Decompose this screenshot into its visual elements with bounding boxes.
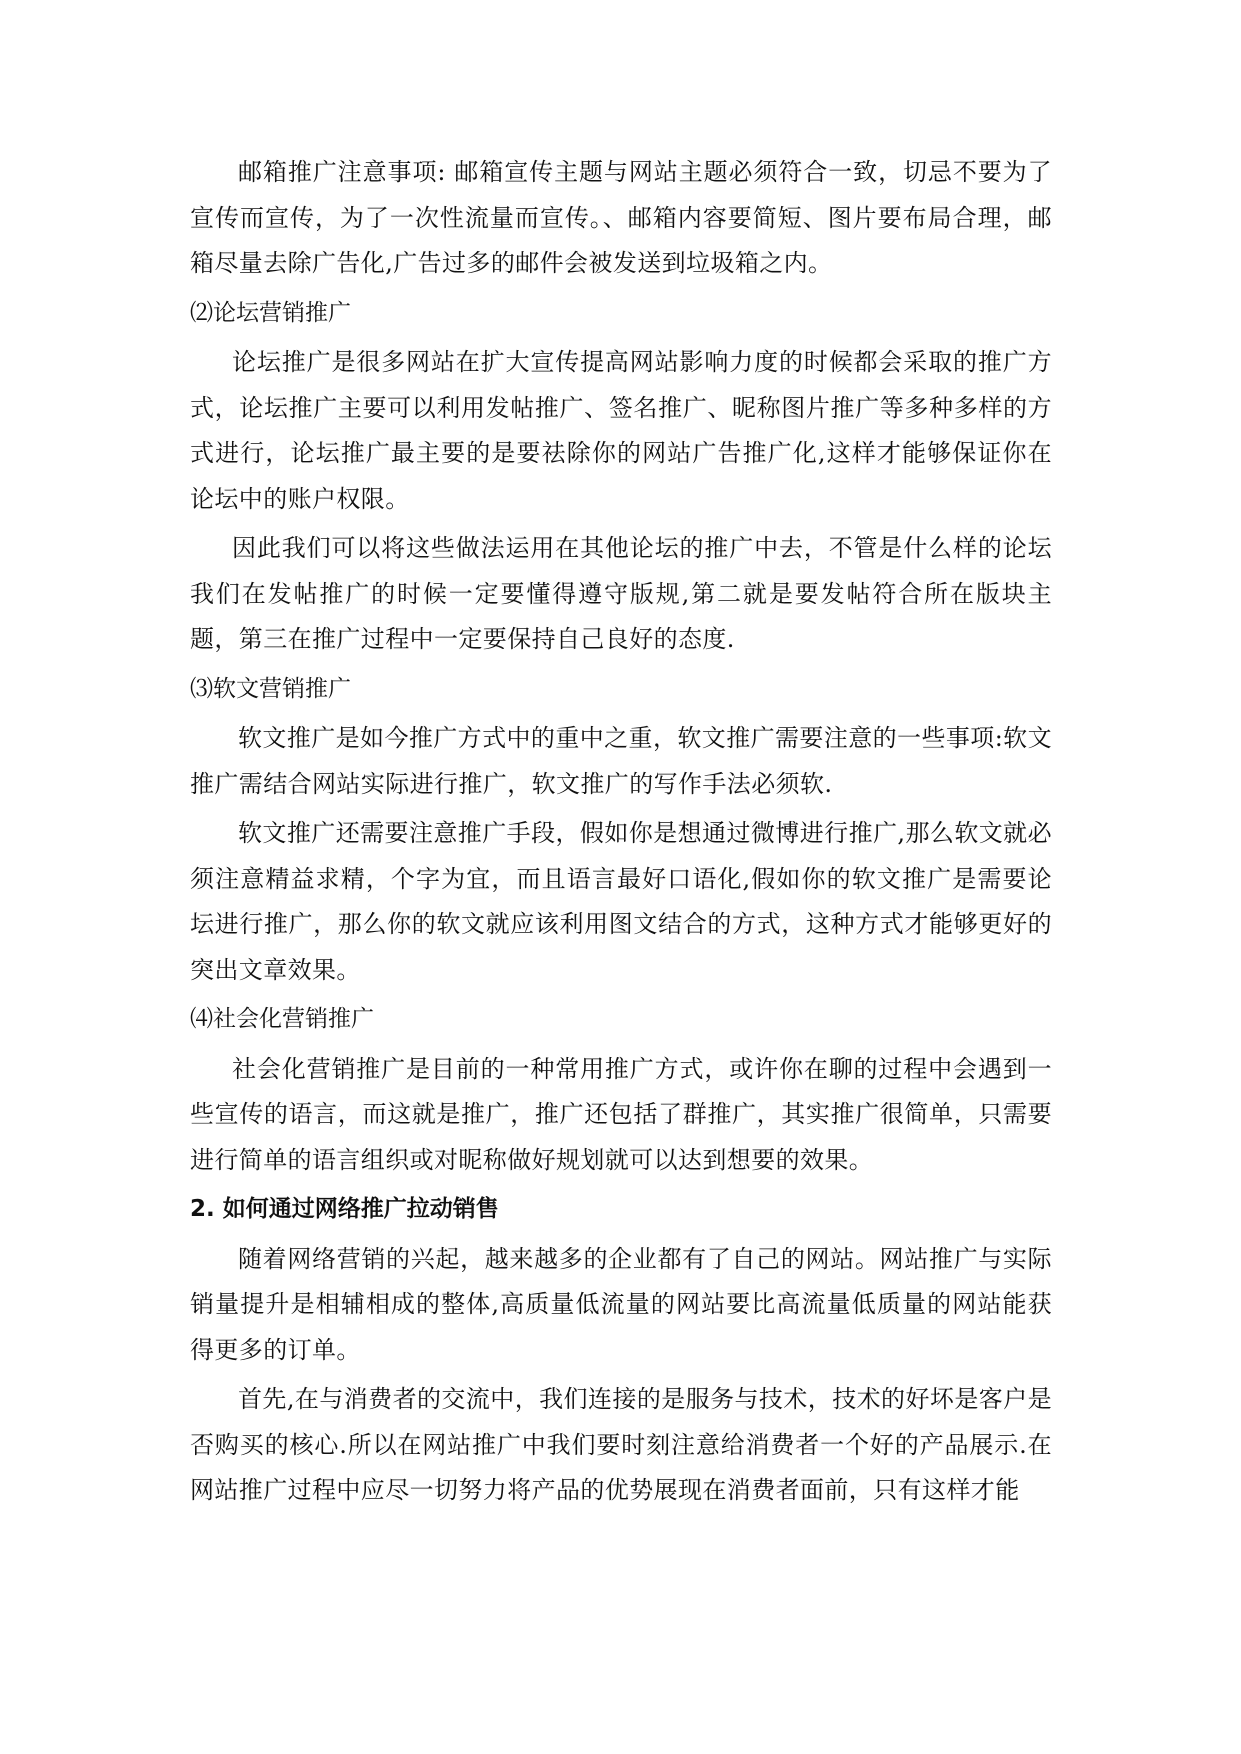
section-heading-sales: 2. 如何通过网络推广拉动销售 [190,1196,499,1222]
document-page [190,150,1052,1518]
subheading-soft-article-marketing: ⑶软文营销推广 [190,675,351,702]
subheading-forum-marketing: ⑵论坛营销推广 [190,299,351,326]
subheading-social-marketing: ⑷社会化营销推广 [190,1006,374,1032]
paragraph-social-marketing: 社会化营销推广是目前的一种常用推广方式，或许你在聊的过程中会遇到一些宣传的语言，而这就是推广，推广还包括了群推广，其实推广很简单，只需要进行简单的语言组织或对昵称做好规划就可以达到想要的效果。 [190,1054,1052,1174]
paragraph-customer-communication: 首先,在与消费者的交流中，我们连接的是服务与技术，技术的好坏是客户是否购买的核心.所以在网站推广中我们要时刻注意给消费者一个好的产品展示.在网站推广过程中应尽一切努力将产品的优势展现在消费者面前，只有这样才能 [190,1385,1052,1504]
paragraph-forum-promotion: 论坛推广是很多网站在扩大宣传提高网站影响力度的时候都会采取的推广方式，论坛推广主要可以利用发帖推广、签名推广、昵称图片推广等多种多样的方式进行，论坛推广最主要的是要祛除你的网站广告推广化,这样才能够保证你在论坛中的账户权限。 [190,348,1052,513]
paragraph-forum-rules: 因此我们可以将这些做法运用在其他论坛的推广中去，不管是什么样的论坛我们在发帖推广的时候一定要懂得遵守版规,第二就是要发帖符合所在版块主题，第三在推广过程中一定要保持自己良好的态度. [190,534,1052,653]
paragraph-soft-article-intro: 软文推广是如今推广方式中的重中之重，软文推广需要注意的一些事项:软文推广需结合网站实际进行推广，软文推广的写作手法必须软. [190,724,1052,798]
paragraph-soft-article-methods: 软文推广还需要注意推广手段，假如你是想通过微博进行推广,那么软文就必须注意精益求精，个字为宜，而且语言最好口语化,假如你的软文推广是需要论坛进行推广，那么你的软文就应该利用图文结合的方式，这种方式才能够更好的突出文章效果。 [190,819,1052,984]
paragraph-web-marketing-rise: 随着网络营销的兴起，越来越多的企业都有了自己的网站。网站推广与实际销量提升是相辅相成的整体,高质量低流量的网站要比高流量低质量的网站能获得更多的订单。 [190,1244,1052,1364]
paragraph-email-promotion-notes: 邮箱推广注意事项: 邮箱宣传主题与网站主题必须符合一致，切忌不要为了宣传而宣传，为了一次性流量而宣传。、邮箱内容要简短、图片要布局合理，邮箱尽量去除广告化,广告过多的邮件会被发送到垃圾箱之内。 [190,158,1052,277]
